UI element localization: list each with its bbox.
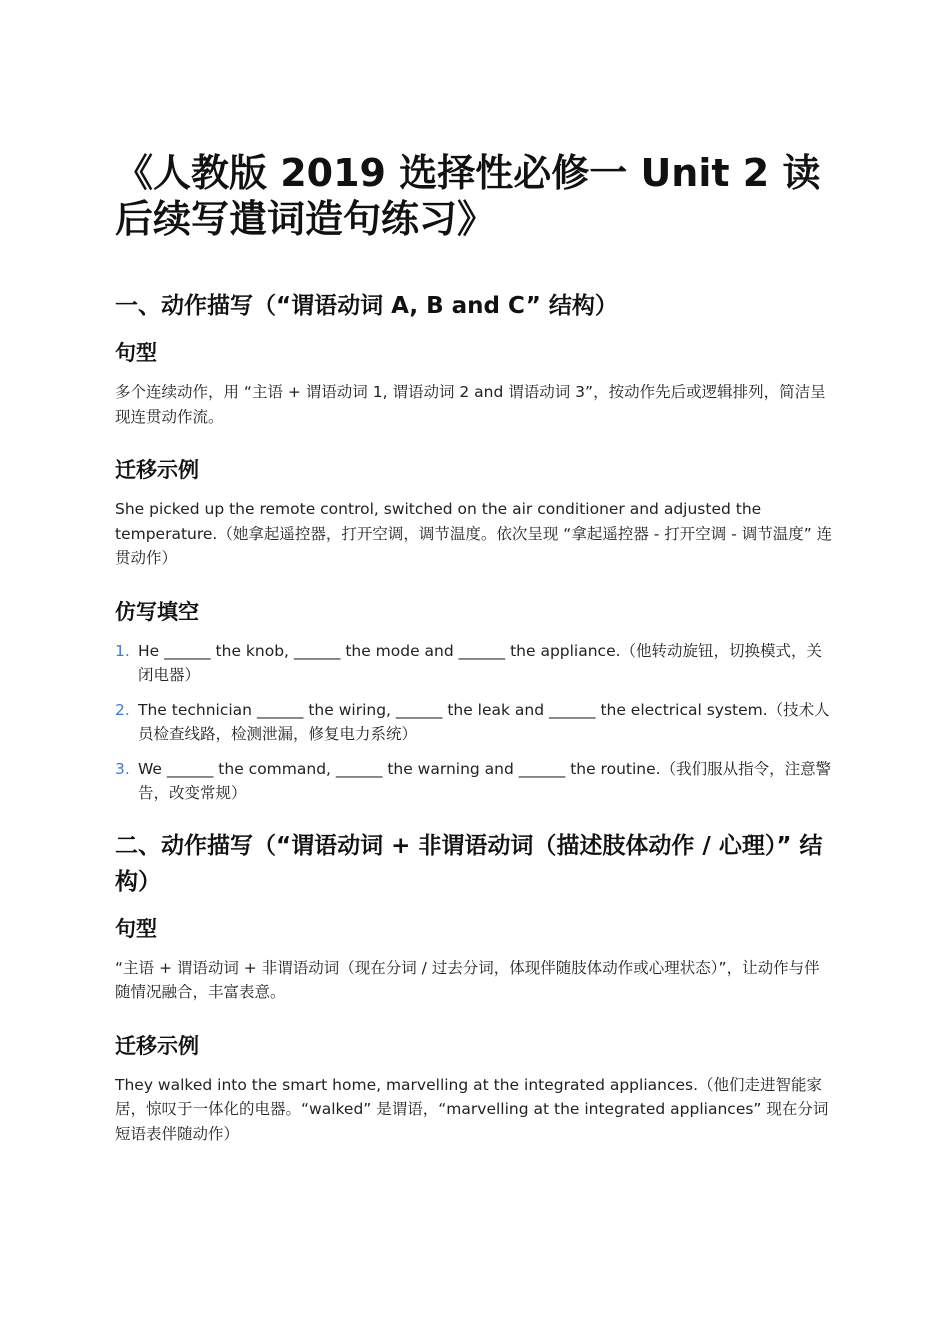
- section-2-heading: 二、动作描写（“谓语动词 + 非谓语动词（描述肢体动作 / 心理）” 结构）: [115, 832, 823, 895]
- list-item-number: 3.: [115, 759, 130, 778]
- document-title: 《人教版 2019 选择性必修一 Unit 2 读后续写遣词造句练习》: [115, 151, 821, 241]
- list-item-number: 1.: [115, 641, 130, 660]
- document-page: [115, 150, 835, 1172]
- list-item: [115, 757, 835, 806]
- list-item-text: We ______ the command, ______ the warning and ______ the routine.（我们服从指令，注意警告，改变常规）: [138, 759, 832, 802]
- section-2-pattern-text: “主语 + 谓语动词 + 非谓语动词（现在分词 / 过去分词，体现伴随肢体动作或心理状态）”，让动作与伴随情况融合，丰富表意。: [115, 958, 820, 1001]
- section-1-pattern-label: 句型: [115, 341, 157, 365]
- section-2-example-label: 迁移示例: [115, 1033, 199, 1058]
- section-2-example-text: They walked into the smart home, marvelling at the integrated appliances.（他们走进智能家居，惊叹于一体化的电器。“walked” 是谓语，“marvelling at the integrated appliances” 现在分词短语表伴随动作）: [115, 1075, 829, 1143]
- list-item-text: He ______ the knob, ______ the mode and ______ the appliance.（他转动旋钮，切换模式，关闭电器）: [138, 641, 823, 684]
- section-1-pattern-text: 多个连续动作，用 “主语 + 谓语动词 1, 谓语动词 2 and 谓语动词 3”，按动作先后或逻辑排列，简洁呈现连贯动作流。: [115, 383, 826, 426]
- section-1-exercise-label: 仿写填空: [115, 599, 199, 624]
- exercise-list: [115, 639, 835, 806]
- list-item-text: The technician ______ the wiring, ______ the leak and ______ the electrical system.（技术人员检查线路，检测泄漏，修复电力系统）: [138, 700, 830, 743]
- section-1-example-text: She picked up the remote control, switched on the air conditioner and adjusted the temperature.（她拿起遥控器，打开空调，调节温度。依次呈现 “拿起遥控器 - 打开空调 - 调节温度” 连贯动作）: [115, 500, 833, 567]
- section-1-heading: 一、动作描写（“谓语动词 A, B and C” 结构）: [115, 293, 618, 319]
- section-1-example-label: 迁移示例: [115, 458, 199, 482]
- list-item: [115, 639, 835, 688]
- section-2-pattern-label: 句型: [115, 916, 157, 941]
- list-item-number: 2.: [115, 700, 130, 719]
- list-item: [115, 698, 835, 747]
